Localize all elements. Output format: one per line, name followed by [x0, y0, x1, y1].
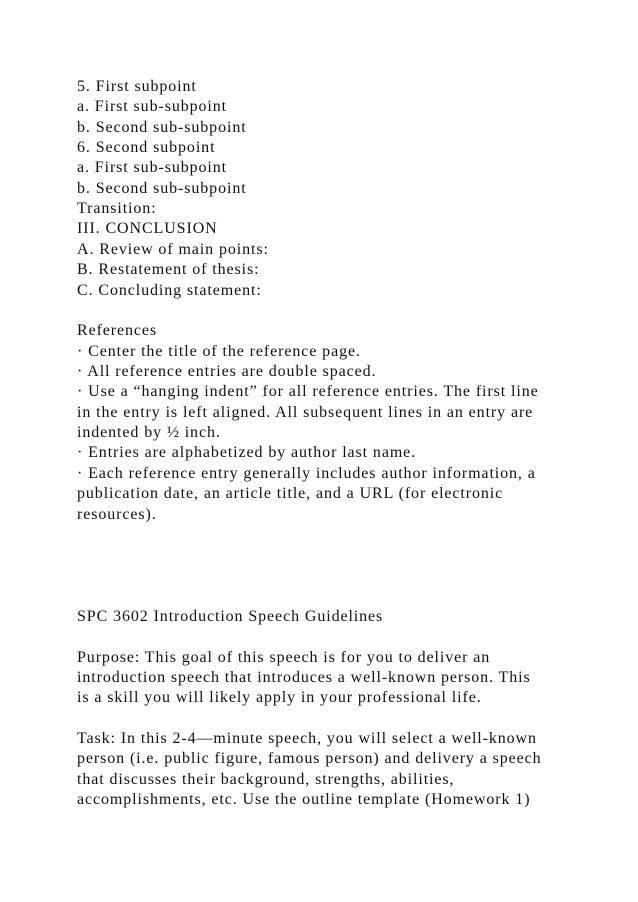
- reference-bullet-continued: in the entry is left aligned. All subsequent lines in an entry are: [77, 404, 534, 421]
- outline-line: 5. First subpoint: [77, 78, 197, 95]
- task-paragraph: person (i.e. public figure, famous person) and delivery a speech: [77, 750, 542, 767]
- outline-line: C. Concluding statement:: [77, 282, 262, 299]
- outline-line: A. Review of main points:: [77, 241, 269, 258]
- section-heading: III. CONCLUSION: [77, 220, 218, 237]
- reference-bullet: · Entries are alphabetized by author last name.: [77, 444, 417, 461]
- outline-line: a. First sub-subpoint: [77, 159, 228, 176]
- reference-bullet: · All reference entries are double spaced.: [77, 363, 377, 380]
- reference-bullet-continued: indented by ½ inch.: [77, 424, 221, 441]
- reference-bullet: · Use a “hanging indent” for all reference entries. The first line: [77, 383, 539, 400]
- reference-bullet: · Each reference entry generally includes author information, a: [77, 465, 536, 482]
- references-heading: References: [77, 322, 158, 339]
- outline-line: Transition:: [77, 200, 157, 217]
- task-paragraph: that discusses their background, strengths, abilities,: [77, 771, 455, 788]
- reference-bullet-continued: resources).: [77, 506, 157, 523]
- outline-line: b. Second sub-subpoint: [77, 119, 247, 136]
- reference-bullet-continued: publication date, an article title, and a URL (for electronic: [77, 485, 504, 502]
- task-paragraph: accomplishments, etc. Use the outline template (Homework 1): [77, 791, 531, 808]
- reference-bullet: · Center the title of the reference page.: [77, 343, 361, 360]
- purpose-paragraph: introduction speech that introduces a well-known person. This: [77, 669, 531, 686]
- guidelines-title: SPC 3602 Introduction Speech Guidelines: [77, 608, 384, 625]
- outline-line: B. Restatement of thesis:: [77, 261, 260, 278]
- purpose-paragraph: is a skill you will likely apply in your professional life.: [77, 689, 482, 706]
- task-paragraph: Task: In this 2-4—minute speech, you will select a well-known: [77, 730, 537, 747]
- purpose-paragraph: Purpose: This goal of this speech is for you to deliver an: [77, 649, 491, 666]
- outline-line: a. First sub-subpoint: [77, 98, 228, 115]
- outline-line: b. Second sub-subpoint: [77, 180, 247, 197]
- outline-line: 6. Second subpoint: [77, 139, 216, 156]
